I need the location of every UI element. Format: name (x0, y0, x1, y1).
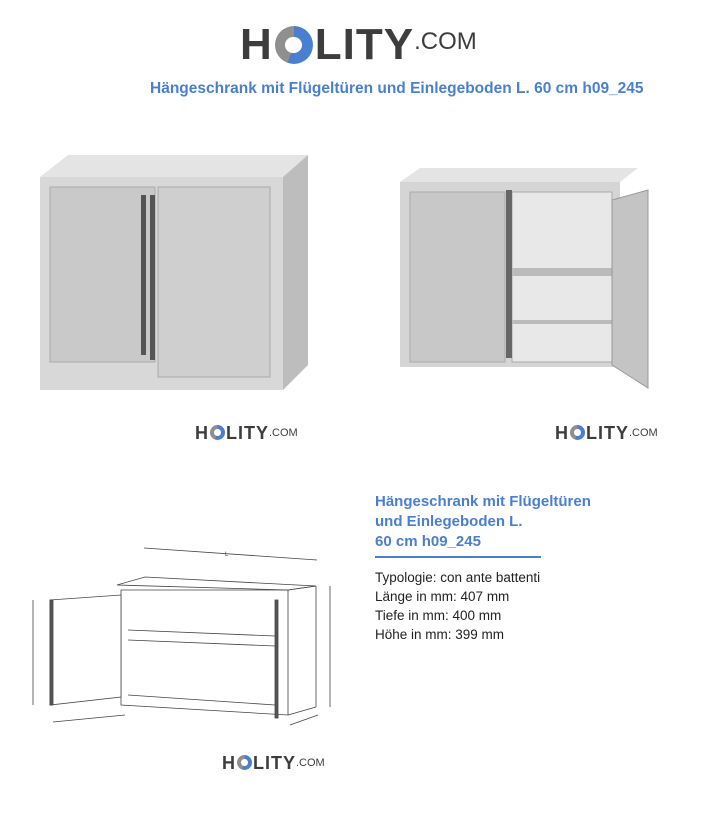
brand-logo-small: H LITY .COM (222, 753, 325, 773)
spec-tiefe: Tiefe in mm: 400 mm (375, 608, 502, 623)
spec-typologie: Typologie: con ante battenti (375, 570, 541, 585)
technical-drawing (20, 540, 340, 740)
brand-logo-small: H LITY .COM (195, 423, 298, 443)
product-photo-closed (28, 145, 313, 395)
details-title (375, 492, 675, 552)
brand-logo-small: H LITY .COM (555, 423, 658, 443)
brand-logo (240, 20, 477, 67)
dimension-label: L (225, 552, 229, 558)
title-underline (375, 556, 541, 558)
spec-laenge: Länge in mm: 407 mm (375, 589, 510, 604)
title-line: 60 cm h09_245 (375, 533, 481, 550)
logo-com: .COM (414, 28, 477, 55)
page-title: Hängeschrank mit Flügeltüren und Einlegeboden L. 60 cm h09_245 (150, 80, 644, 97)
product-details (375, 492, 675, 644)
title-line: und Einlegeboden L. (375, 513, 523, 530)
product-photo-open (380, 160, 675, 400)
logo-letter: H (240, 20, 273, 69)
logo-letters: LITY (314, 20, 415, 69)
spec-hoehe: Höhe in mm: 399 mm (375, 627, 505, 642)
logo-o-icon (275, 26, 313, 64)
title-line: Hängeschrank mit Flügeltüren (375, 493, 591, 510)
